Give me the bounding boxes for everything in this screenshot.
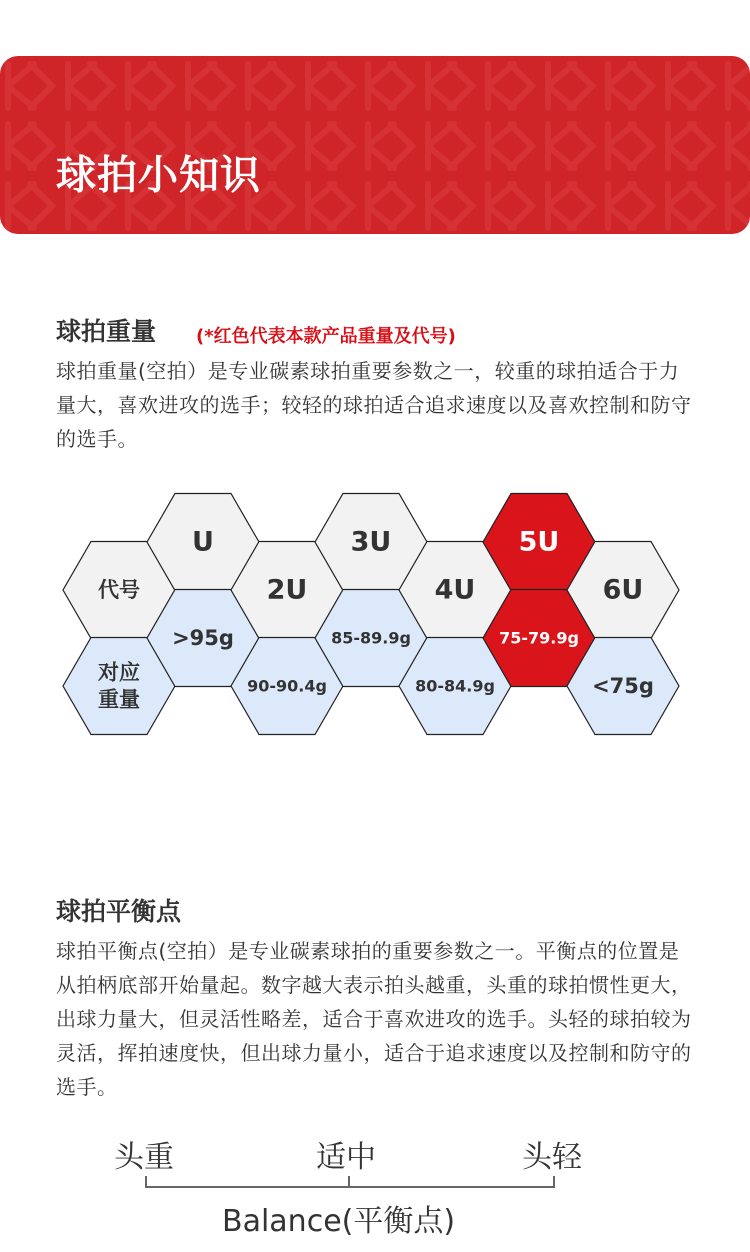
hex-code-2u-label: 2U	[266, 574, 308, 606]
hex-code-label-label: 代号	[98, 578, 140, 602]
weight-heading: 球拍重量	[56, 317, 157, 346]
balance-heading: 球拍平衡点	[56, 897, 182, 926]
hex-weight-5u-label: 75-79.9g	[499, 628, 579, 648]
hex-weight-label-label: 对应	[98, 660, 140, 685]
balance-right-label: 头轻	[522, 1140, 582, 1175]
balance-paragraph: 球拍平衡点(空拍）是专业碳素球拍的重要参数之一。平衡点的位置是从拍柄底部开始量起。数字越大表示拍头越重，头重的球拍惯性更大，出球力量大，但灵活性略差，适合于喜欢进攻的选手。头轻的球拍较为灵活，挥拍速度快，但出球力量小，适合于追求速度以及控制和防守的选手。	[56, 939, 692, 1099]
hex-code-6u-label: 6U	[602, 574, 644, 606]
banner	[0, 56, 750, 234]
balance-left-label: 头重	[114, 1140, 174, 1175]
balance-middle-label: 适中	[316, 1140, 376, 1175]
hex-weight-2u-label: 90-90.4g	[247, 676, 327, 696]
hex-weight-label-label: 重量	[98, 687, 140, 712]
hex-code-3u-label: 3U	[350, 526, 392, 558]
weight-paragraph: 球拍重量(空拍）是专业碳素球拍重要参数之一，较重的球拍适合于力量大，喜欢进攻的选手；较轻的球拍适合追求速度以及喜欢控制和防守的选手。	[56, 359, 692, 451]
hex-code-5u-label: 5U	[518, 526, 560, 558]
hex-weight-u-label: >95g	[172, 626, 234, 650]
hex-chart-svg	[0, 480, 750, 750]
hex-chart	[0, 480, 750, 750]
banner-title: 球拍小知识	[56, 152, 261, 199]
hex-code-4u-label: 4U	[434, 574, 476, 606]
balance-scale-labels	[0, 1132, 750, 1175]
hex-weight-6u-label: <75g	[592, 674, 654, 698]
balance-scale-midtick	[348, 1176, 350, 1188]
hex-code-u-label: U	[192, 526, 214, 558]
hex-weight-4u-label: 80-84.9g	[415, 676, 495, 696]
hex-weight-3u-label: 85-89.9g	[331, 628, 411, 648]
balance-scale-bracket	[145, 1176, 555, 1188]
weight-note: (*红色代表本款产品重量及代号)	[196, 326, 456, 347]
balance-caption: Balance(平衡点)	[222, 1204, 456, 1239]
